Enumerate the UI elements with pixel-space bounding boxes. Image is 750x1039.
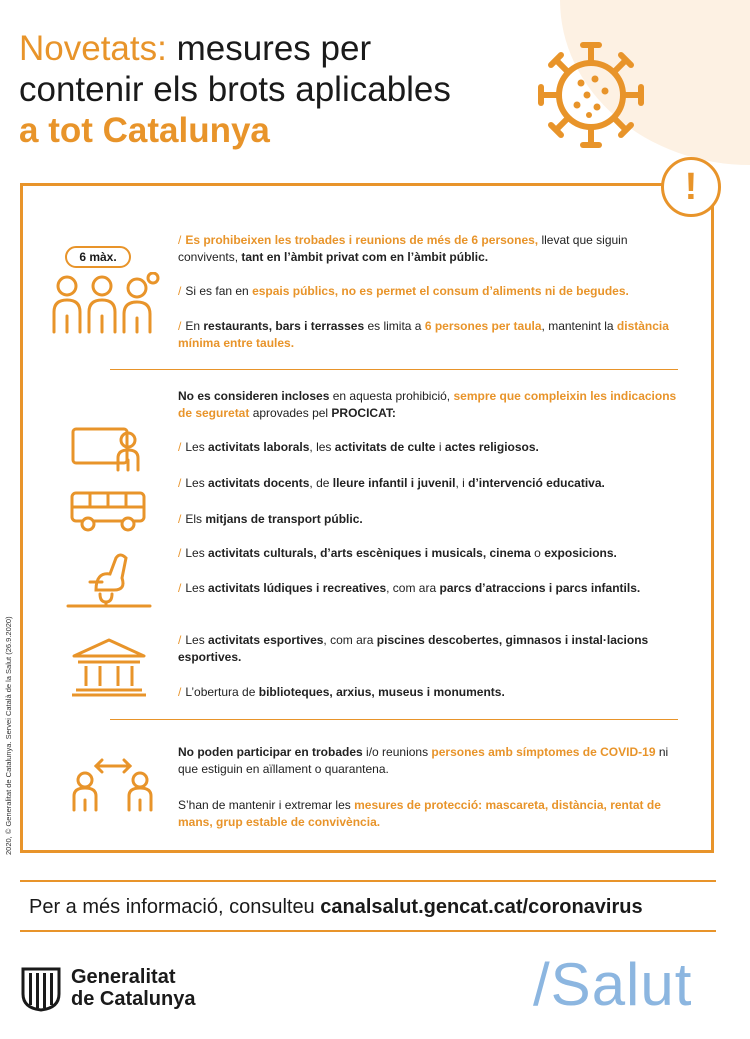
max-six-badge: 6 màx.: [65, 246, 131, 268]
section2-item-1: [178, 439, 688, 456]
text-segment: , i: [455, 476, 469, 490]
generalitat-name: [71, 966, 195, 1010]
title-line3: a tot Catalunya: [19, 111, 270, 150]
text-segment: biblioteques, arxius, museus i monuments.: [258, 685, 505, 699]
text-segment: Si es fan en: [185, 284, 253, 298]
text-segment: en aquesta prohibició,: [329, 389, 454, 403]
text-segment: activitats lúdiques i recreatives: [208, 581, 387, 595]
section1-item-3: [178, 318, 688, 352]
more-info: [29, 896, 643, 919]
text-segment: S’han de mantenir i extremar les: [178, 798, 355, 812]
text-segment: , com ara: [386, 581, 440, 595]
virus-icon: [531, 35, 651, 155]
gen-line2: de Catalunya: [71, 988, 196, 1010]
bullet-slash: /: [178, 319, 182, 333]
text-segment: activitats esportives: [208, 633, 324, 647]
text-segment: i: [435, 440, 445, 454]
text-segment: activitats docents: [208, 476, 310, 490]
text-segment: mesures de protecció: mascareta, distància, rentat de mans, grup estable de convivència.: [178, 798, 661, 829]
text-segment: , com ara: [323, 633, 377, 647]
section2-intro: [178, 388, 688, 422]
footer-divider-top: [20, 880, 716, 882]
text-segment: En: [185, 319, 204, 333]
distance-people-icon: [68, 756, 158, 812]
title-accent: Novetats:: [19, 29, 167, 68]
text-segment: persones amb símptomes de COVID-19: [431, 745, 656, 759]
playground-rocker-icon: [66, 548, 152, 610]
text-segment: L’obertura de: [185, 685, 259, 699]
text-segment: es limita a: [364, 319, 425, 333]
salut-logo: /Salut: [533, 951, 693, 1018]
copyright-credit: 2020, © Generalitat de Catalunya. Servei Català de la Salut (26.9.2020): [4, 616, 13, 855]
section1-item-1: [178, 232, 688, 266]
text-segment: piscines descobertes, gimnasos i instal·lacions esportives.: [178, 633, 649, 664]
text-segment: tant en l’àmbit privat com en l’àmbit públic.: [241, 250, 489, 264]
presentation-icon: [70, 426, 142, 472]
text-segment: mitjans de transport públic.: [205, 512, 363, 526]
text-segment: Les: [185, 546, 209, 560]
text-segment: Es prohibeixen les trobades i reunions de més de 6 persones,: [185, 233, 539, 247]
section1-item-2: [178, 283, 688, 300]
bullet-slash: /: [178, 440, 182, 454]
text-segment: exposicions.: [544, 546, 617, 560]
text-segment: Les: [185, 476, 209, 490]
section2-item-6: [178, 632, 688, 666]
text-segment: activitats laborals: [208, 440, 310, 454]
bullet-slash: /: [178, 633, 182, 647]
text-segment: i/o reunions: [362, 745, 432, 759]
page-title: [19, 28, 539, 151]
museum-icon: [70, 636, 148, 698]
section2-item-3: [178, 511, 688, 528]
text-segment: No es consideren incloses: [178, 389, 330, 403]
text-segment: Les: [185, 633, 209, 647]
text-segment: PROCICAT:: [331, 406, 396, 420]
title-line2: contenir els brots aplicables: [19, 70, 451, 109]
text-segment: activitats de culte: [334, 440, 436, 454]
bullet-slash: /: [178, 581, 182, 595]
footer-divider-bottom: [20, 930, 716, 932]
bullet-slash: /: [178, 546, 182, 560]
text-segment: 6 persones per taula: [424, 319, 542, 333]
text-segment: o: [530, 546, 545, 560]
text-segment: actes religiosos.: [444, 440, 539, 454]
more-info-link[interactable]: canalsalut.gencat.cat/coronavirus: [320, 896, 643, 918]
text-segment: No poden participar en trobades: [178, 745, 363, 759]
text-segment: d’intervenció educativa.: [468, 476, 605, 490]
text-segment: espais públics, no es permet el consum d’aliments ni de begudes.: [252, 284, 629, 298]
text-segment: lleure infantil i juvenil: [332, 476, 456, 490]
divider: [110, 719, 678, 720]
section2-item-7: [178, 684, 688, 701]
text-segment: Les: [185, 440, 209, 454]
text-segment: Els: [185, 512, 206, 526]
section2-item-4: [178, 545, 688, 562]
bullet-slash: /: [178, 284, 182, 298]
text-segment: distància mínima entre taules.: [178, 319, 669, 350]
text-segment: activitats culturals, d’arts escèniques i musicals, cinema: [208, 546, 531, 560]
section3-item-1: [178, 744, 688, 778]
text-segment: Les: [185, 581, 209, 595]
divider: [110, 369, 678, 370]
text-segment: llevat que siguin convivents,: [178, 233, 628, 264]
warning-icon: !: [661, 157, 721, 217]
people-group-icon: [50, 272, 162, 336]
text-segment: , les: [309, 440, 335, 454]
text-segment: , de: [309, 476, 333, 490]
text-segment: restaurants, bars i terrasses: [203, 319, 365, 333]
bullet-slash: /: [178, 476, 182, 490]
bullet-slash: /: [178, 512, 182, 526]
text-segment: sempre que compleixin les indicacions de seguretat: [178, 389, 677, 420]
title-line1: mesures per: [166, 29, 372, 68]
text-segment: aprovades pel: [249, 406, 332, 420]
section3-item-2: [178, 797, 688, 831]
text-segment: parcs d’atraccions i parcs infantils.: [439, 581, 641, 595]
generalitat-logo-icon: [20, 966, 62, 1012]
bullet-slash: /: [178, 685, 182, 699]
gen-line1: Generalitat: [71, 966, 176, 988]
text-segment: ni que estiguin en aïllament o quarantena.: [178, 745, 669, 776]
section2-item-2: [178, 475, 688, 492]
section2-item-5: [178, 580, 688, 597]
more-info-text: Per a més informació, consulteu: [29, 896, 321, 918]
bullet-slash: /: [178, 233, 182, 247]
text-segment: , mantenint la: [541, 319, 617, 333]
bus-icon: [68, 490, 148, 532]
